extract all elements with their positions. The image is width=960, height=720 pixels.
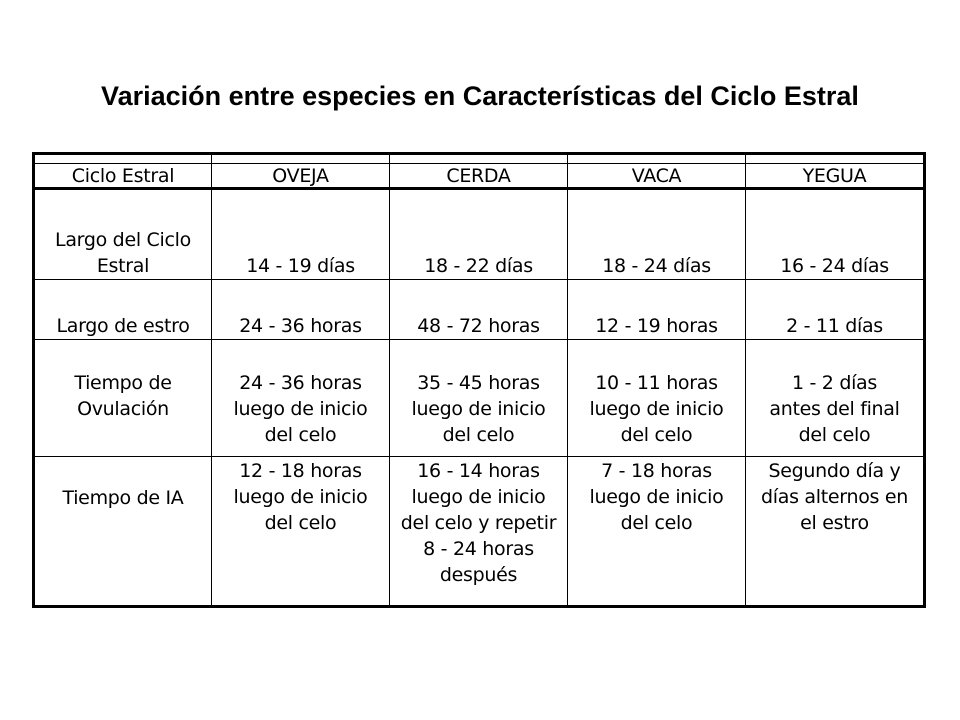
row-label-tiempo-ovulacion: Tiempo de Ovulación bbox=[74, 372, 172, 420]
table-cell: Segundo día y días alternos en el estro bbox=[761, 460, 908, 534]
row-label-largo-ciclo: Largo del Ciclo Estral bbox=[55, 229, 191, 277]
table-cell: 16 - 24 días bbox=[780, 255, 889, 277]
table-cell: 18 - 22 días bbox=[424, 255, 533, 277]
table-cell: 16 - 14 horas luego de inicio del celo y repetir 8 - 24 horas después bbox=[400, 460, 557, 586]
table-cell: 48 - 72 horas bbox=[417, 315, 540, 337]
table-cell: 1 - 2 días antes del final del celo bbox=[769, 372, 900, 446]
header-cell-vaca: VACA bbox=[631, 164, 682, 187]
header-cell-ciclo-estral: Ciclo Estral bbox=[71, 164, 175, 187]
estrous-cycle-table bbox=[32, 152, 926, 608]
table-cell: 18 - 24 días bbox=[602, 255, 711, 277]
header-cell-yegua: YEGUA bbox=[802, 164, 867, 187]
table-cell: 12 - 18 horas luego de inicio del celo bbox=[233, 460, 368, 534]
table-cell: 2 - 11 días bbox=[786, 315, 883, 337]
table-grid bbox=[35, 155, 923, 605]
row-label-largo-estro: Largo de estro bbox=[56, 315, 190, 337]
table-cell: 7 - 18 horas luego de inicio del celo bbox=[589, 460, 724, 534]
table-cell: 10 - 11 horas luego de inicio del celo bbox=[589, 372, 724, 446]
table-cell: 35 - 45 horas luego de inicio del celo bbox=[411, 372, 546, 446]
table-cell: 24 - 36 horas bbox=[239, 315, 362, 337]
page-title: Variación entre especies en Características del Ciclo Estral bbox=[101, 81, 859, 111]
row-divider bbox=[35, 339, 923, 340]
header-cell-oveja: OVEJA bbox=[272, 164, 329, 187]
row-label-tiempo-ia: Tiempo de IA bbox=[62, 487, 184, 509]
table-cell: 24 - 36 horas luego de inicio del celo bbox=[233, 372, 368, 446]
row-divider bbox=[35, 456, 923, 457]
table-cell: 12 - 19 horas bbox=[595, 315, 718, 337]
table-cell: 14 - 19 días bbox=[246, 255, 355, 277]
header-cell-cerda: CERDA bbox=[446, 164, 511, 187]
